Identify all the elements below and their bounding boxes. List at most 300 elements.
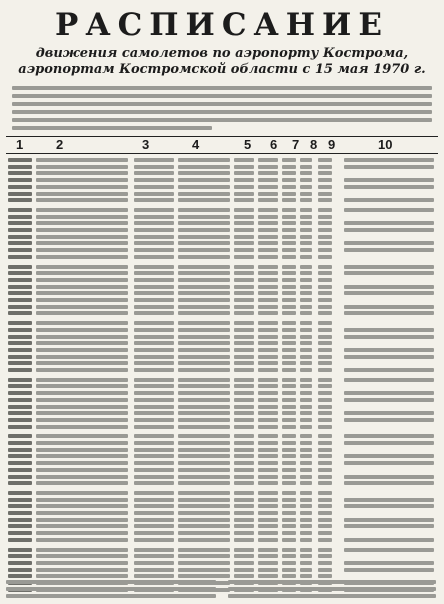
text-placeholder-bar (234, 461, 254, 465)
text-placeholder-bar (300, 524, 312, 528)
text-placeholder-bar (36, 328, 128, 332)
text-placeholder-bar (8, 448, 32, 452)
text-placeholder-bar (134, 504, 174, 508)
text-placeholder-bar (178, 441, 230, 445)
text-placeholder-bar (300, 434, 312, 438)
text-placeholder-bar (36, 311, 128, 315)
text-placeholder-bar (258, 568, 278, 572)
text-placeholder-bar (234, 468, 254, 472)
text-placeholder-bar (300, 185, 312, 189)
text-placeholder-bar (258, 348, 278, 352)
text-placeholder-bar (258, 434, 278, 438)
text-placeholder-bar (282, 361, 296, 365)
text-placeholder-bar (12, 94, 432, 98)
text-placeholder-bar (318, 491, 332, 495)
text-placeholder-bar (300, 398, 312, 402)
text-placeholder-bar (344, 208, 434, 212)
text-placeholder-bar (8, 361, 32, 365)
text-placeholder-bar (300, 198, 312, 202)
text-placeholder-bar (318, 538, 332, 542)
text-placeholder-bar (344, 524, 434, 528)
text-placeholder-bar (300, 468, 312, 472)
text-placeholder-bar (318, 524, 332, 528)
text-placeholder-bar (36, 291, 128, 295)
text-placeholder-bar (178, 468, 230, 472)
text-placeholder-bar (178, 221, 230, 225)
text-placeholder-bar (178, 561, 230, 565)
text-placeholder-bar (8, 348, 32, 352)
text-placeholder-bar (282, 192, 296, 196)
text-placeholder-bar (178, 341, 230, 345)
text-placeholder-bar (8, 531, 32, 535)
text-placeholder-bar (282, 418, 296, 422)
text-placeholder-bar (8, 198, 32, 202)
text-placeholder-bar (282, 248, 296, 252)
text-placeholder-bar (258, 228, 278, 232)
text-placeholder-bar (36, 538, 128, 542)
text-placeholder-bar (178, 248, 230, 252)
text-placeholder-bar (318, 335, 332, 339)
text-placeholder-bar (8, 398, 32, 402)
text-placeholder-bar (282, 215, 296, 219)
text-placeholder-bar (8, 481, 32, 485)
text-placeholder-bar (258, 468, 278, 472)
text-placeholder-bar (344, 285, 434, 289)
text-placeholder-bar (178, 538, 230, 542)
text-placeholder-bar (282, 235, 296, 239)
text-placeholder-bar (282, 511, 296, 515)
text-placeholder-bar (234, 561, 254, 565)
text-placeholder-bar (134, 298, 174, 302)
text-placeholder-bar (8, 321, 32, 325)
text-placeholder-bar (344, 391, 434, 395)
text-placeholder-bar (36, 491, 128, 495)
text-placeholder-bar (258, 475, 278, 479)
text-placeholder-bar (258, 255, 278, 259)
text-placeholder-bar (8, 271, 32, 275)
text-placeholder-bar (344, 178, 434, 182)
text-placeholder-bar (36, 454, 128, 458)
text-placeholder-bar (300, 384, 312, 388)
text-placeholder-bar (300, 255, 312, 259)
text-placeholder-bar (344, 378, 434, 382)
text-placeholder-bar (234, 418, 254, 422)
text-placeholder-bar (178, 178, 230, 182)
text-placeholder-bar (300, 498, 312, 502)
text-placeholder-bar (318, 498, 332, 502)
text-placeholder-bar (134, 454, 174, 458)
text-placeholder-bar (178, 405, 230, 409)
text-placeholder-bar (282, 285, 296, 289)
text-placeholder-bar (300, 311, 312, 315)
text-placeholder-bar (178, 568, 230, 572)
text-placeholder-bar (36, 524, 128, 528)
text-placeholder-bar (258, 215, 278, 219)
text-placeholder-bar (8, 391, 32, 395)
text-placeholder-bar (258, 425, 278, 429)
text-placeholder-bar (300, 405, 312, 409)
text-placeholder-bar (282, 265, 296, 269)
text-placeholder-bar (134, 241, 174, 245)
document-subtitle: движения самолетов по аэропорту Кострома, аэропортам Костромской области с 15 мая 1970 г. (18, 46, 426, 77)
text-placeholder-bar (258, 461, 278, 465)
text-placeholder-bar (234, 361, 254, 365)
text-placeholder-bar (258, 265, 278, 269)
text-placeholder-bar (318, 208, 332, 212)
text-placeholder-bar (258, 291, 278, 295)
text-placeholder-bar (344, 561, 434, 565)
text-placeholder-bar (134, 192, 174, 196)
text-placeholder-bar (318, 411, 332, 415)
text-placeholder-bar (36, 228, 128, 232)
text-placeholder-bar (300, 361, 312, 365)
text-placeholder-bar (344, 311, 434, 315)
text-placeholder-bar (8, 461, 32, 465)
text-placeholder-bar (178, 454, 230, 458)
text-placeholder-bar (8, 561, 32, 565)
text-placeholder-bar (8, 311, 32, 315)
text-placeholder-bar (344, 158, 434, 162)
text-placeholder-bar (300, 538, 312, 542)
column-number: 2 (56, 137, 64, 152)
text-placeholder-bar (8, 221, 32, 225)
text-placeholder-bar (178, 328, 230, 332)
column-number: 7 (292, 137, 300, 152)
text-placeholder-bar (318, 441, 332, 445)
text-placeholder-bar (234, 384, 254, 388)
text-placeholder-bar (258, 335, 278, 339)
text-placeholder-bar (234, 348, 254, 352)
text-placeholder-bar (134, 405, 174, 409)
text-placeholder-bar (282, 208, 296, 212)
text-placeholder-bar (300, 248, 312, 252)
text-placeholder-bar (282, 241, 296, 245)
text-placeholder-bar (8, 255, 32, 259)
text-placeholder-bar (300, 285, 312, 289)
text-placeholder-bar (300, 265, 312, 269)
text-placeholder-bar (234, 248, 254, 252)
text-placeholder-bar (282, 355, 296, 359)
text-placeholder-bar (36, 255, 128, 259)
text-placeholder-bar (318, 311, 332, 315)
text-placeholder-bar (36, 361, 128, 365)
text-placeholder-bar (344, 185, 434, 189)
text-placeholder-bar (178, 481, 230, 485)
text-placeholder-bar (282, 468, 296, 472)
text-placeholder-bar (134, 291, 174, 295)
text-placeholder-bar (234, 241, 254, 245)
text-placeholder-bar (300, 568, 312, 572)
text-placeholder-bar (258, 305, 278, 309)
text-placeholder-bar (134, 341, 174, 345)
text-placeholder-bar (318, 278, 332, 282)
text-placeholder-bar (282, 454, 296, 458)
text-placeholder-bar (282, 481, 296, 485)
text-placeholder-bar (344, 165, 434, 169)
text-placeholder-bar (258, 448, 278, 452)
text-placeholder-bar (282, 185, 296, 189)
text-placeholder-bar (318, 531, 332, 535)
text-placeholder-bar (318, 165, 332, 169)
text-placeholder-bar (8, 491, 32, 495)
text-placeholder-bar (318, 341, 332, 345)
text-placeholder-bar (282, 158, 296, 162)
text-placeholder-bar (36, 548, 128, 552)
text-placeholder-bar (178, 361, 230, 365)
text-placeholder-bar (318, 198, 332, 202)
text-placeholder-bar (134, 384, 174, 388)
text-placeholder-bar (234, 511, 254, 515)
text-placeholder-bar (234, 192, 254, 196)
text-placeholder-bar (318, 305, 332, 309)
text-placeholder-bar (234, 504, 254, 508)
text-placeholder-bar (300, 335, 312, 339)
text-placeholder-bar (134, 498, 174, 502)
text-placeholder-bar (318, 348, 332, 352)
text-placeholder-bar (36, 384, 128, 388)
text-placeholder-bar (344, 265, 434, 269)
text-placeholder-bar (300, 298, 312, 302)
text-placeholder-bar (282, 561, 296, 565)
text-placeholder-bar (234, 278, 254, 282)
text-placeholder-bar (234, 185, 254, 189)
text-placeholder-bar (36, 561, 128, 565)
text-placeholder-bar (36, 165, 128, 169)
text-placeholder-bar (318, 461, 332, 465)
text-placeholder-bar (258, 384, 278, 388)
text-placeholder-bar (134, 411, 174, 415)
text-placeholder-bar (318, 221, 332, 225)
column-number-row (6, 136, 438, 154)
column-number: 3 (142, 137, 150, 152)
text-placeholder-bar (234, 198, 254, 202)
text-placeholder-bar (134, 335, 174, 339)
text-placeholder-bar (344, 538, 434, 542)
text-placeholder-bar (258, 554, 278, 558)
text-placeholder-bar (8, 434, 32, 438)
text-placeholder-bar (318, 518, 332, 522)
text-placeholder-bar (258, 311, 278, 315)
text-placeholder-bar (234, 208, 254, 212)
text-placeholder-bar (318, 368, 332, 372)
text-placeholder-bar (234, 524, 254, 528)
text-placeholder-bar (234, 341, 254, 345)
text-placeholder-bar (282, 554, 296, 558)
text-placeholder-bar (258, 165, 278, 169)
text-placeholder-bar (318, 235, 332, 239)
text-placeholder-bar (318, 298, 332, 302)
text-placeholder-bar (258, 285, 278, 289)
text-placeholder-bar (282, 548, 296, 552)
text-placeholder-bar (134, 255, 174, 259)
text-placeholder-bar (318, 285, 332, 289)
text-placeholder-bar (178, 425, 230, 429)
text-placeholder-bar (282, 498, 296, 502)
text-placeholder-bar (258, 531, 278, 535)
text-placeholder-bar (300, 355, 312, 359)
text-placeholder-bar (344, 241, 434, 245)
text-placeholder-bar (258, 561, 278, 565)
text-placeholder-bar (134, 171, 174, 175)
text-placeholder-bar (300, 548, 312, 552)
text-placeholder-bar (36, 221, 128, 225)
text-placeholder-bar (12, 118, 432, 122)
text-placeholder-bar (178, 384, 230, 388)
text-placeholder-bar (234, 255, 254, 259)
text-placeholder-bar (8, 248, 32, 252)
text-placeholder-bar (300, 411, 312, 415)
text-placeholder-bar (282, 378, 296, 382)
text-placeholder-bar (282, 298, 296, 302)
text-placeholder-bar (36, 355, 128, 359)
text-placeholder-bar (258, 321, 278, 325)
text-placeholder-bar (178, 305, 230, 309)
text-placeholder-bar (178, 158, 230, 162)
text-placeholder-bar (258, 178, 278, 182)
text-placeholder-bar (234, 328, 254, 332)
text-placeholder-bar (282, 305, 296, 309)
text-placeholder-bar (234, 411, 254, 415)
text-placeholder-bar (134, 185, 174, 189)
text-placeholder-bar (300, 454, 312, 458)
column-number: 4 (192, 137, 200, 152)
text-placeholder-bar (36, 425, 128, 429)
text-placeholder-bar (234, 165, 254, 169)
text-placeholder-bar (134, 391, 174, 395)
text-placeholder-bar (8, 305, 32, 309)
text-placeholder-bar (300, 321, 312, 325)
text-placeholder-bar (36, 511, 128, 515)
text-placeholder-bar (8, 165, 32, 169)
text-placeholder-bar (344, 411, 434, 415)
footer-notes-placeholder (6, 578, 438, 602)
text-placeholder-bar (300, 291, 312, 295)
text-placeholder-bar (234, 355, 254, 359)
text-placeholder-bar (36, 405, 128, 409)
text-placeholder-bar (282, 441, 296, 445)
text-placeholder-bar (234, 454, 254, 458)
text-placeholder-bar (134, 475, 174, 479)
text-placeholder-bar (8, 158, 32, 162)
text-placeholder-bar (234, 171, 254, 175)
text-placeholder-bar (8, 518, 32, 522)
text-placeholder-bar (258, 278, 278, 282)
text-placeholder-bar (8, 454, 32, 458)
text-placeholder-bar (258, 511, 278, 515)
text-placeholder-bar (134, 418, 174, 422)
text-placeholder-bar (134, 361, 174, 365)
text-placeholder-bar (282, 368, 296, 372)
text-placeholder-bar (300, 235, 312, 239)
text-placeholder-bar (36, 278, 128, 282)
text-placeholder-bar (258, 341, 278, 345)
text-placeholder-bar (178, 298, 230, 302)
text-placeholder-bar (282, 384, 296, 388)
text-placeholder-bar (8, 411, 32, 415)
text-placeholder-bar (300, 348, 312, 352)
text-placeholder-bar (282, 405, 296, 409)
text-placeholder-bar (318, 448, 332, 452)
text-placeholder-bar (36, 378, 128, 382)
text-placeholder-bar (258, 391, 278, 395)
text-placeholder-bar (178, 434, 230, 438)
text-placeholder-bar (282, 271, 296, 275)
text-placeholder-bar (8, 504, 32, 508)
text-placeholder-bar (178, 368, 230, 372)
text-placeholder-bar (8, 178, 32, 182)
text-placeholder-bar (178, 511, 230, 515)
text-placeholder-bar (300, 341, 312, 345)
text-placeholder-bar (258, 235, 278, 239)
text-placeholder-bar (178, 378, 230, 382)
text-placeholder-bar (300, 271, 312, 275)
text-placeholder-bar (300, 178, 312, 182)
text-placeholder-bar (8, 384, 32, 388)
text-placeholder-bar (36, 198, 128, 202)
text-placeholder-bar (234, 538, 254, 542)
text-placeholder-bar (178, 171, 230, 175)
text-placeholder-bar (178, 285, 230, 289)
text-placeholder-bar (8, 228, 32, 232)
text-placeholder-bar (300, 208, 312, 212)
text-placeholder-bar (300, 192, 312, 196)
text-placeholder-bar (178, 391, 230, 395)
text-placeholder-bar (300, 368, 312, 372)
text-placeholder-bar (282, 335, 296, 339)
text-placeholder-bar (344, 271, 434, 275)
text-placeholder-bar (36, 241, 128, 245)
text-placeholder-bar (178, 524, 230, 528)
text-placeholder-bar (300, 328, 312, 332)
text-placeholder-bar (12, 102, 432, 106)
text-placeholder-bar (318, 255, 332, 259)
text-placeholder-bar (344, 568, 434, 572)
column-number: 10 (378, 137, 393, 152)
text-placeholder-bar (36, 248, 128, 252)
text-placeholder-bar (178, 475, 230, 479)
text-placeholder-bar (258, 454, 278, 458)
text-placeholder-bar (36, 298, 128, 302)
text-placeholder-bar (178, 278, 230, 282)
text-placeholder-bar (134, 248, 174, 252)
text-placeholder-bar (234, 481, 254, 485)
text-placeholder-bar (282, 538, 296, 542)
text-placeholder-bar (318, 398, 332, 402)
text-placeholder-bar (134, 348, 174, 352)
text-placeholder-bar (8, 425, 32, 429)
text-placeholder-bar (318, 475, 332, 479)
text-placeholder-bar (344, 504, 434, 508)
text-placeholder-bar (318, 504, 332, 508)
text-placeholder-bar (344, 221, 434, 225)
text-placeholder-bar (258, 171, 278, 175)
text-placeholder-bar (300, 531, 312, 535)
text-placeholder-bar (234, 368, 254, 372)
text-placeholder-bar (134, 328, 174, 332)
text-placeholder-bar (282, 531, 296, 535)
text-placeholder-bar (318, 405, 332, 409)
text-placeholder-bar (8, 298, 32, 302)
text-placeholder-bar (282, 165, 296, 169)
text-placeholder-bar (234, 531, 254, 535)
text-placeholder-bar (178, 348, 230, 352)
column-number: 9 (328, 137, 336, 152)
text-placeholder-bar (282, 278, 296, 282)
text-placeholder-bar (282, 255, 296, 259)
text-placeholder-bar (134, 491, 174, 495)
text-placeholder-bar (258, 361, 278, 365)
text-placeholder-bar (300, 561, 312, 565)
